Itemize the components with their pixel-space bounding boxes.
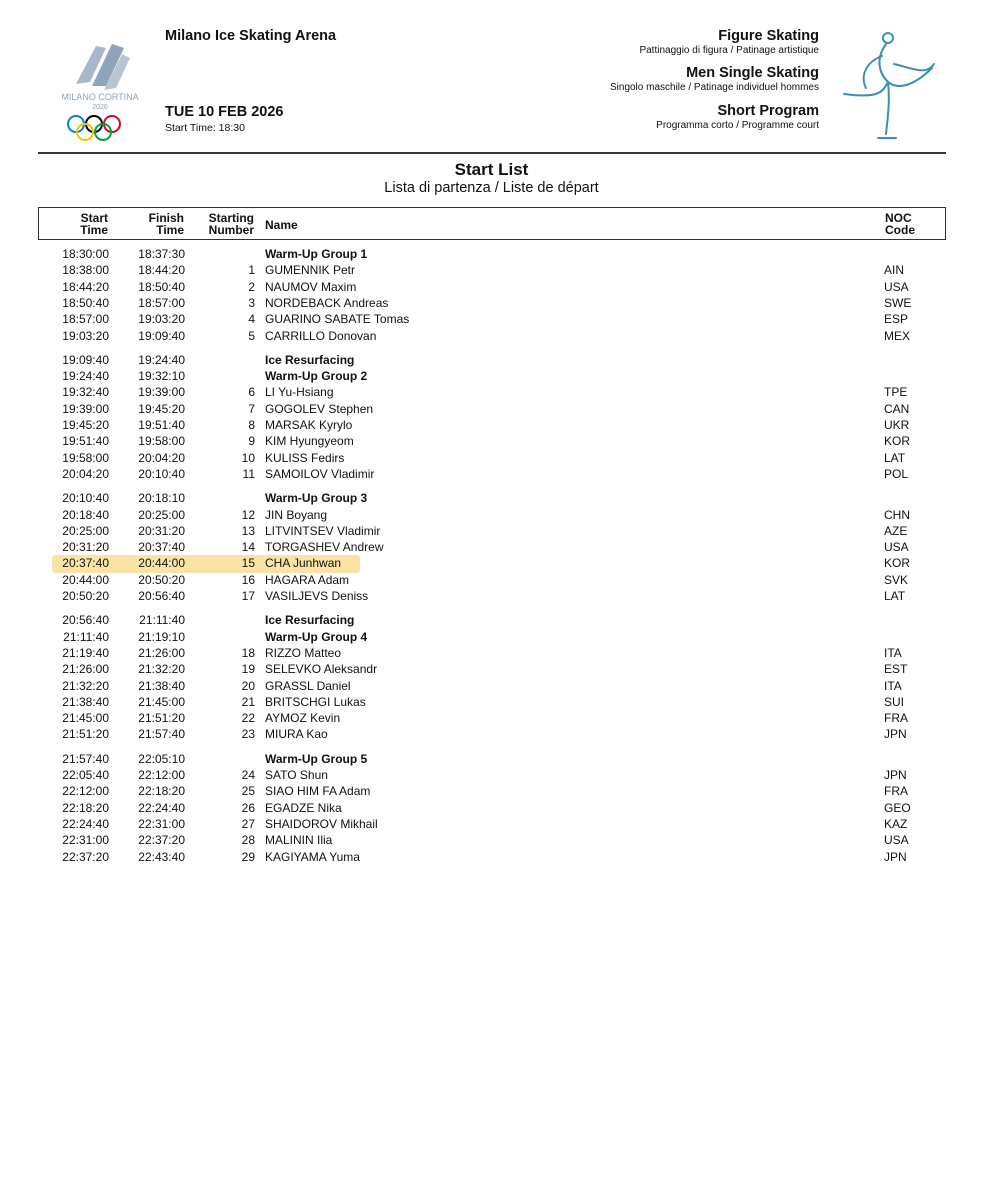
- starting-number-cell: 6: [248, 385, 255, 400]
- name-cell: SHAIDOROV Mikhail: [265, 816, 378, 831]
- name-cell: KIM Hyungyeom: [265, 434, 354, 449]
- starting-number-cell: 21: [241, 694, 255, 709]
- start-time: Start Time: 18:30: [165, 122, 245, 134]
- name-cell: NORDEBACK Andreas: [265, 295, 389, 310]
- noc-code-cell: POL: [884, 466, 909, 481]
- table-row: [0, 246, 983, 262]
- table-row: [0, 816, 983, 832]
- finish-time-cell: 20:31:20: [138, 523, 185, 538]
- starting-number-cell: 12: [241, 507, 255, 522]
- start-time-cell: 20:31:20: [62, 540, 109, 555]
- table-row: [0, 588, 983, 604]
- starting-number-cell: 11: [242, 466, 255, 481]
- starting-number-cell: 2: [248, 279, 255, 294]
- name-cell: AYMOZ Kevin: [265, 711, 341, 726]
- name-cell: KAGIYAMA Yuma: [265, 849, 360, 864]
- name-cell: Warm-Up Group 5: [265, 751, 368, 766]
- event-title: Men Single Skating: [686, 65, 819, 81]
- name-cell: Warm-Up Group 2: [265, 369, 368, 384]
- starting-number-cell: 16: [241, 572, 255, 587]
- finish-time-cell: 22:31:00: [138, 816, 185, 831]
- start-time-cell: 18:44:20: [62, 279, 109, 294]
- starting-number-cell: 8: [248, 418, 255, 432]
- finish-time-cell: 21:38:40: [138, 678, 185, 693]
- start-time-cell: 21:45:00: [62, 711, 109, 726]
- venue-name: Milano Ice Skating Arena: [165, 28, 337, 44]
- finish-time-cell: 19:24:40: [138, 352, 185, 367]
- finish-time-cell: 21:51:20: [138, 711, 185, 726]
- finish-time-cell: 18:44:20: [138, 263, 185, 278]
- table-row: [0, 612, 983, 628]
- starting-number-cell: 9: [248, 434, 255, 449]
- start-time-cell: 20:04:20: [62, 466, 109, 481]
- name-cell: MARSAK Kyrylo: [265, 418, 353, 432]
- starting-number-cell: 19: [241, 662, 255, 677]
- starting-number-cell: 23: [241, 727, 255, 742]
- start-time-cell: 21:11:40: [63, 629, 109, 644]
- event-block: [610, 65, 819, 94]
- olympic-rings-icon: [68, 116, 120, 140]
- start-time-cell: 20:10:40: [62, 491, 109, 506]
- table-row: [0, 800, 983, 816]
- name-cell: GOGOLEV Stephen: [265, 401, 374, 416]
- table-row: [0, 417, 983, 433]
- table-row: [0, 368, 983, 384]
- starting-number-cell: 25: [241, 784, 255, 799]
- table-row: [0, 507, 983, 523]
- name-cell: LI Yu-Hsiang: [265, 385, 334, 400]
- start-time-cell: 22:31:00: [62, 833, 109, 848]
- noc-code-cell: EST: [884, 662, 908, 677]
- table-row: [0, 783, 983, 799]
- noc-code-cell: ITA: [884, 678, 902, 693]
- start-time-cell: 18:38:00: [62, 263, 109, 278]
- finish-time-cell: 18:37:30: [138, 247, 185, 261]
- start-time-cell: 21:19:40: [62, 645, 109, 660]
- starting-number-cell: 29: [241, 849, 255, 864]
- start-time-cell: 19:09:40: [62, 352, 109, 367]
- finish-time-cell: 22:24:40: [138, 800, 185, 815]
- start-time-cell: 19:58:00: [62, 450, 109, 465]
- start-time-cell: 22:12:00: [62, 784, 109, 799]
- table-row: [0, 352, 983, 368]
- table-row: [0, 490, 983, 506]
- name-cell: KULISS Fedirs: [265, 450, 345, 465]
- table-row: [0, 279, 983, 295]
- finish-time-cell: 20:44:00: [138, 556, 185, 571]
- col-name: Name: [265, 218, 298, 232]
- table-row: [0, 295, 983, 311]
- name-cell: CHA Junhwan: [265, 556, 342, 571]
- noc-code-cell: FRA: [884, 711, 908, 726]
- finish-time-cell: 20:25:00: [138, 507, 185, 522]
- finish-time-cell: 18:50:40: [138, 279, 185, 294]
- start-time-cell: 21:32:20: [62, 678, 109, 693]
- finish-time-cell: 22:43:40: [138, 849, 185, 864]
- finish-time-cell: 21:19:10: [138, 629, 185, 644]
- name-cell: TORGASHEV Andrew: [265, 540, 384, 555]
- milano-cortina-logo: [46, 24, 154, 144]
- name-cell: SATO Shun: [265, 768, 328, 782]
- table-row: [0, 384, 983, 400]
- noc-code-cell: MEX: [884, 328, 911, 343]
- start-time-cell: 21:38:40: [62, 694, 109, 709]
- noc-code-cell: SUI: [884, 694, 905, 709]
- starting-number-cell: 7: [248, 401, 255, 416]
- start-time-cell: 19:51:40: [62, 434, 109, 449]
- table-row: [0, 450, 983, 466]
- col-finish-time: Finish Time: [148, 211, 184, 237]
- finish-time-cell: 19:39:00: [138, 385, 185, 400]
- name-cell: SIAO HIM FA Adam: [265, 784, 371, 799]
- noc-code-cell: UKR: [884, 418, 910, 432]
- finish-time-cell: 19:09:40: [138, 328, 185, 343]
- segment-block: [656, 103, 819, 132]
- header-divider: [38, 152, 946, 154]
- name-cell: MALININ Ilia: [265, 833, 333, 848]
- starting-number-cell: 24: [241, 768, 255, 782]
- finish-time-cell: 21:26:00: [138, 645, 185, 660]
- noc-code-cell: TPE: [884, 385, 908, 400]
- start-time-cell: 20:25:00: [62, 523, 109, 538]
- noc-code-cell: JPN: [884, 727, 907, 742]
- table-row: [0, 328, 983, 344]
- event-date: TUE 10 FEB 2026: [165, 104, 284, 120]
- starting-number-cell: 15: [241, 556, 255, 571]
- finish-time-cell: 20:50:20: [138, 572, 185, 587]
- noc-code-cell: AZE: [884, 523, 908, 538]
- name-cell: GUMENNIK Petr: [265, 263, 356, 278]
- name-cell: BRITSCHGI Lukas: [265, 694, 366, 709]
- start-time-cell: 19:03:20: [62, 328, 109, 343]
- table-row: [0, 555, 983, 571]
- name-cell: Ice Resurfacing: [265, 613, 355, 628]
- sport-title: Figure Skating: [718, 28, 819, 44]
- name-cell: GUARINO SABATE Tomas: [265, 312, 410, 327]
- document-title: Start List: [454, 160, 529, 179]
- name-cell: SELEVKO Aleksandr: [265, 662, 378, 677]
- start-time-cell: 22:24:40: [62, 816, 109, 831]
- logo-year: 2026: [92, 104, 108, 111]
- name-cell: LITVINTSEV Vladimir: [265, 523, 381, 538]
- start-time-cell: 18:50:40: [62, 295, 109, 310]
- finish-time-cell: 20:18:10: [138, 491, 185, 506]
- finish-time-cell: 19:32:10: [138, 369, 185, 384]
- finish-time-cell: 19:03:20: [138, 312, 185, 327]
- start-time-cell: 22:18:20: [62, 800, 109, 815]
- table-row: [0, 726, 983, 742]
- finish-time-cell: 22:05:10: [138, 751, 185, 766]
- table-row: [0, 572, 983, 588]
- finish-time-cell: 22:37:20: [138, 833, 185, 848]
- noc-code-cell: FRA: [884, 784, 908, 799]
- table-row: [0, 694, 983, 710]
- table-row: [0, 539, 983, 555]
- finish-time-cell: 22:12:00: [138, 768, 185, 782]
- noc-code-cell: SVK: [884, 572, 909, 587]
- table-row: [0, 523, 983, 539]
- segment-subtitle: Programma corto / Programme court: [656, 120, 819, 131]
- finish-time-cell: 19:51:40: [138, 418, 185, 432]
- noc-code-cell: KOR: [884, 434, 911, 449]
- starting-number-cell: 28: [241, 833, 255, 848]
- event-subtitle: Singolo maschile / Patinage individuel hommes: [609, 82, 819, 93]
- starting-number-cell: 27: [241, 816, 255, 831]
- starting-number-cell: 3: [248, 295, 255, 310]
- finish-time-cell: 20:37:40: [138, 540, 185, 555]
- start-time-cell: 21:57:40: [62, 751, 109, 766]
- start-time-cell: 20:18:40: [62, 507, 109, 522]
- noc-code-cell: JPN: [884, 849, 907, 864]
- col-start-time: Start Time: [80, 211, 108, 237]
- noc-code-cell: JPN: [884, 768, 907, 782]
- col-starting-number: Starting Number: [208, 211, 254, 237]
- logo-text: MILANO CORTINA: [61, 92, 139, 102]
- table-row: [0, 262, 983, 278]
- starting-number-cell: 10: [241, 450, 255, 465]
- segment-title: Short Program: [717, 103, 819, 119]
- name-cell: Warm-Up Group 1: [265, 247, 368, 261]
- start-time-cell: 19:45:20: [62, 418, 109, 432]
- starting-number-cell: 5: [248, 328, 255, 343]
- name-cell: CARRILLO Donovan: [265, 328, 377, 343]
- table-row: [0, 832, 983, 848]
- name-cell: SAMOILOV Vladimir: [265, 466, 375, 481]
- finish-time-cell: 20:10:40: [138, 466, 185, 481]
- finish-time-cell: 19:45:20: [138, 401, 185, 416]
- table-row: [0, 311, 983, 327]
- name-cell: GRASSL Daniel: [265, 678, 351, 693]
- starting-number-cell: 20: [241, 678, 255, 693]
- starting-number-cell: 22: [241, 711, 255, 726]
- name-cell: RIZZO Matteo: [265, 645, 342, 660]
- document-subtitle: Lista di partenza / Liste de départ: [384, 180, 599, 196]
- finish-time-cell: 20:56:40: [138, 589, 185, 603]
- name-cell: EGADZE Nika: [265, 800, 342, 815]
- start-time-cell: 22:05:40: [62, 768, 109, 782]
- noc-code-cell: KAZ: [884, 816, 908, 831]
- table-row: [0, 710, 983, 726]
- name-cell: VASILJEVS Deniss: [265, 589, 369, 603]
- finish-time-cell: 21:32:20: [138, 662, 185, 677]
- finish-time-cell: 21:57:40: [138, 727, 185, 742]
- start-time-cell: 19:32:40: [62, 385, 109, 400]
- start-time-cell: 19:39:00: [62, 401, 109, 416]
- name-cell: MIURA Kao: [265, 727, 328, 742]
- name-cell: Warm-Up Group 3: [265, 491, 368, 506]
- starting-number-cell: 26: [241, 800, 255, 815]
- finish-time-cell: 22:18:20: [138, 784, 185, 799]
- start-time-cell: 20:50:20: [62, 589, 109, 603]
- finish-time-cell: 21:45:00: [138, 694, 185, 709]
- name-cell: HAGARA Adam: [265, 572, 350, 587]
- sport-block: [639, 28, 819, 57]
- noc-code-cell: ITA: [884, 645, 902, 660]
- starting-number-cell: 17: [241, 589, 255, 603]
- noc-code-cell: GEO: [884, 800, 911, 815]
- table-row: [0, 401, 983, 417]
- noc-code-cell: ESP: [884, 312, 909, 327]
- start-time-cell: 20:44:00: [62, 572, 109, 587]
- table-row: [0, 751, 983, 767]
- figure-skater-pictogram: [836, 24, 942, 146]
- start-time-cell: 18:57:00: [62, 312, 109, 327]
- starting-number-cell: 14: [241, 540, 255, 555]
- name-cell: NAUMOV Maxim: [265, 279, 357, 294]
- noc-code-cell: LAT: [884, 450, 906, 465]
- table-row: [0, 849, 983, 865]
- starting-number-cell: 1: [248, 263, 255, 278]
- table-row: [0, 645, 983, 661]
- noc-code-cell: CHN: [884, 507, 910, 522]
- name-cell: Ice Resurfacing: [265, 352, 355, 367]
- finish-time-cell: 21:11:40: [139, 613, 185, 628]
- name-cell: Warm-Up Group 4: [265, 629, 368, 644]
- noc-code-cell: CAN: [884, 401, 910, 416]
- table-row: [0, 767, 983, 783]
- starting-number-cell: 18: [241, 645, 255, 660]
- start-time-cell: 19:24:40: [62, 369, 109, 384]
- table-row: [0, 629, 983, 645]
- start-time-cell: 18:30:00: [62, 247, 109, 261]
- start-time-cell: 21:26:00: [62, 662, 109, 677]
- noc-code-cell: USA: [884, 279, 909, 294]
- start-time-cell: 22:37:20: [62, 849, 109, 864]
- table-row: [0, 661, 983, 677]
- table-row: [0, 466, 983, 482]
- finish-time-cell: 18:57:00: [138, 295, 185, 310]
- noc-code-cell: KOR: [884, 556, 911, 571]
- start-time-cell: 21:51:20: [62, 727, 109, 742]
- noc-code-cell: AIN: [884, 263, 905, 278]
- finish-time-cell: 20:04:20: [138, 450, 185, 465]
- start-time-cell: 20:37:40: [62, 556, 109, 571]
- noc-code-cell: USA: [884, 540, 909, 555]
- start-time-cell: 20:56:40: [62, 613, 109, 628]
- col-noc-code: NOC Code: [885, 211, 915, 237]
- starting-number-cell: 4: [248, 312, 255, 327]
- starting-number-cell: 13: [241, 523, 255, 538]
- noc-code-cell: USA: [884, 833, 909, 848]
- sport-subtitle: Pattinaggio di figura / Patinage artistique: [639, 45, 819, 56]
- table-header: [38, 207, 946, 240]
- noc-code-cell: LAT: [884, 589, 906, 603]
- table-row: [0, 433, 983, 449]
- finish-time-cell: 19:58:00: [138, 434, 185, 449]
- name-cell: JIN Boyang: [265, 507, 328, 522]
- noc-code-cell: SWE: [884, 295, 912, 310]
- table-row: [0, 678, 983, 694]
